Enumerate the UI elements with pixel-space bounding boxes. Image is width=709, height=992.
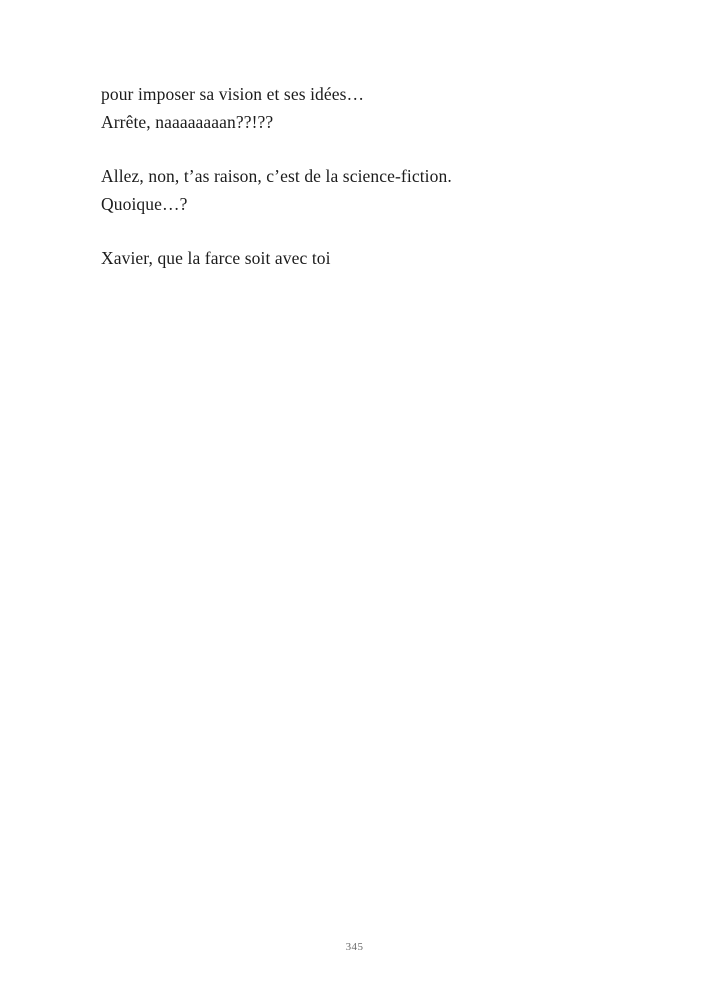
paragraph-3	[101, 244, 611, 272]
text-line: Arrête, naaaaaaaan??!??	[101, 112, 274, 132]
text-line: Allez, non, t’as raison, c’est de la science-fiction.	[101, 166, 452, 186]
text-line: Quoique…?	[101, 194, 188, 214]
page-number: 345	[345, 941, 364, 953]
paragraph-1	[101, 80, 611, 136]
text-line: pour imposer sa vision et ses idées…	[101, 84, 365, 104]
paragraph-2	[101, 162, 611, 218]
text-line: Xavier, que la farce soit avec toi	[101, 248, 331, 268]
body-text	[101, 80, 611, 272]
